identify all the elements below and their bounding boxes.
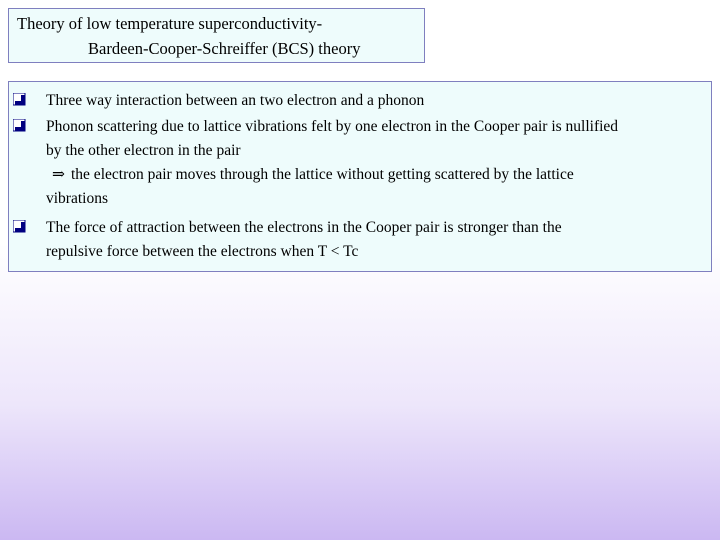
content-box [8,81,712,272]
bullet-2-implication-line-1: the electron pair moves through the lattice without getting scattered by the lattice [71,166,574,183]
q-box-bullet-icon [13,93,26,106]
title-box [8,8,425,63]
q-box-bullet-icon [13,220,26,233]
bullet-2-implication-line-2: vibrations [46,190,108,207]
bullet-2-line-1: Phonon scattering due to lattice vibrations felt by one electron in the Cooper pair is nullified [46,118,619,135]
bullet-3-line-1: The force of attraction between the electrons in the Cooper pair is stronger than the [46,219,562,236]
title-line-2: Bardeen-Cooper-Schreiffer (BCS) theory [88,39,361,58]
q-box-bullet-icon [13,119,26,132]
title-line-1: Theory of low temperature superconductivity- [17,14,323,33]
bullet-2-line-2: by the other electron in the pair [46,142,241,159]
bullet-3-line-2: repulsive force between the electrons when T < Tc [46,243,359,260]
bullet-1-text: Three way interaction between an two electron and a phonon [46,92,425,109]
bullet-2-implication [52,163,618,187]
implies-arrow-icon: ⇒ [52,166,65,183]
